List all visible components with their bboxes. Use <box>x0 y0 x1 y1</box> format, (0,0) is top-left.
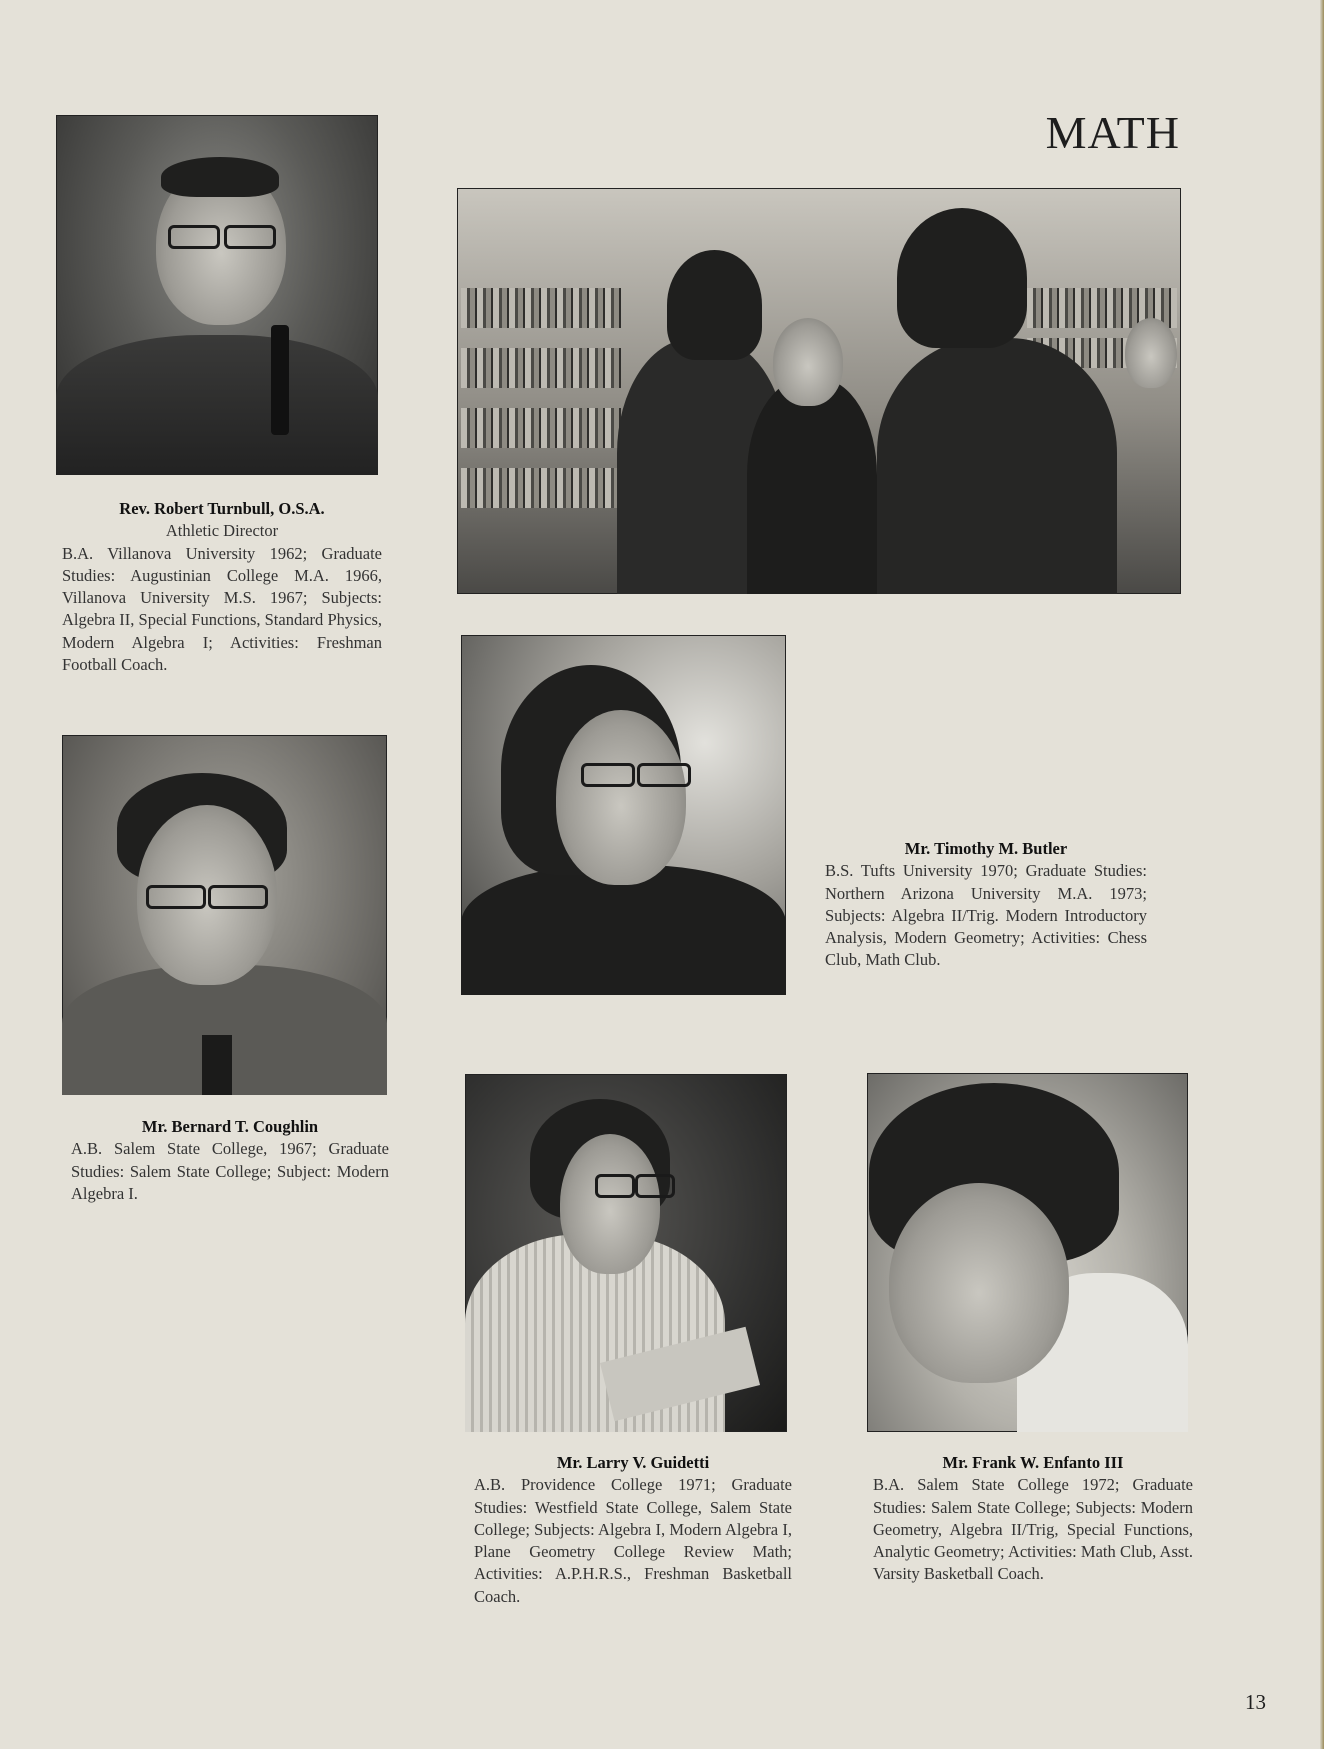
faculty-role: Athletic Director <box>165 521 279 541</box>
section-heading: MATH <box>1045 107 1180 158</box>
caption-turnbull <box>62 498 382 676</box>
faculty-name: Mr. Timothy M. Butler <box>904 839 1068 858</box>
faculty-bio: A.B. Providence College 1971; Graduate Studies: Westfield State College, Salem State College; Subjects: Algebra I, Modern Algebra I, Plane Geometry College Review Math; Activities: A.P.H.R.S., Freshman Basketball Coach. <box>474 1475 792 1606</box>
photo-enfanto <box>867 1073 1188 1432</box>
faculty-name: Mr. Bernard T. Coughlin <box>141 1117 319 1136</box>
page-edge <box>1320 0 1324 1749</box>
photo-turnbull <box>56 115 378 475</box>
faculty-bio: A.B. Salem State College, 1967; Graduate Studies: Salem State College; Subject: Modern Algebra I. <box>71 1139 389 1203</box>
faculty-name: Rev. Robert Turnbull, O.S.A. <box>119 499 325 518</box>
faculty-bio: B.S. Tufts University 1970; Graduate Studies: Northern Arizona University M.A. 1973; Subjects: Algebra II/Trig. Modern Introductory Analysis, Modern Geometry; Activities: Chess Club, Math Club. <box>825 861 1147 970</box>
faculty-bio: B.A. Villanova University 1962; Graduate Studies: Augustinian College M.A. 1966, Villanova University M.S. 1967; Subjects: Algebra II, Special Functions, Standard Physics, Modern Algebra I; Activities: Freshman Football Coach. <box>62 543 382 675</box>
photo-guidetti <box>465 1074 787 1432</box>
photo-butler <box>461 635 786 995</box>
faculty-name: Mr. Frank W. Enfanto III <box>942 1453 1124 1472</box>
faculty-bio: B.A. Salem State College 1972; Graduate Studies: Salem State College; Subjects: Modern Geometry, Algebra II/Trig, Special Functions, Analytic Geometry; Activities: Math Club, Asst. Varsity Basketball Coach. <box>873 1475 1193 1584</box>
caption-guidetti <box>474 1452 792 1608</box>
photo-coughlin <box>62 735 387 1095</box>
caption-coughlin <box>71 1116 389 1205</box>
caption-enfanto <box>873 1452 1193 1586</box>
caption-butler <box>825 838 1147 972</box>
page-number: 13 <box>1245 1690 1266 1714</box>
faculty-name: Mr. Larry V. Guidetti <box>556 1453 710 1472</box>
photo-group-library <box>457 188 1181 594</box>
